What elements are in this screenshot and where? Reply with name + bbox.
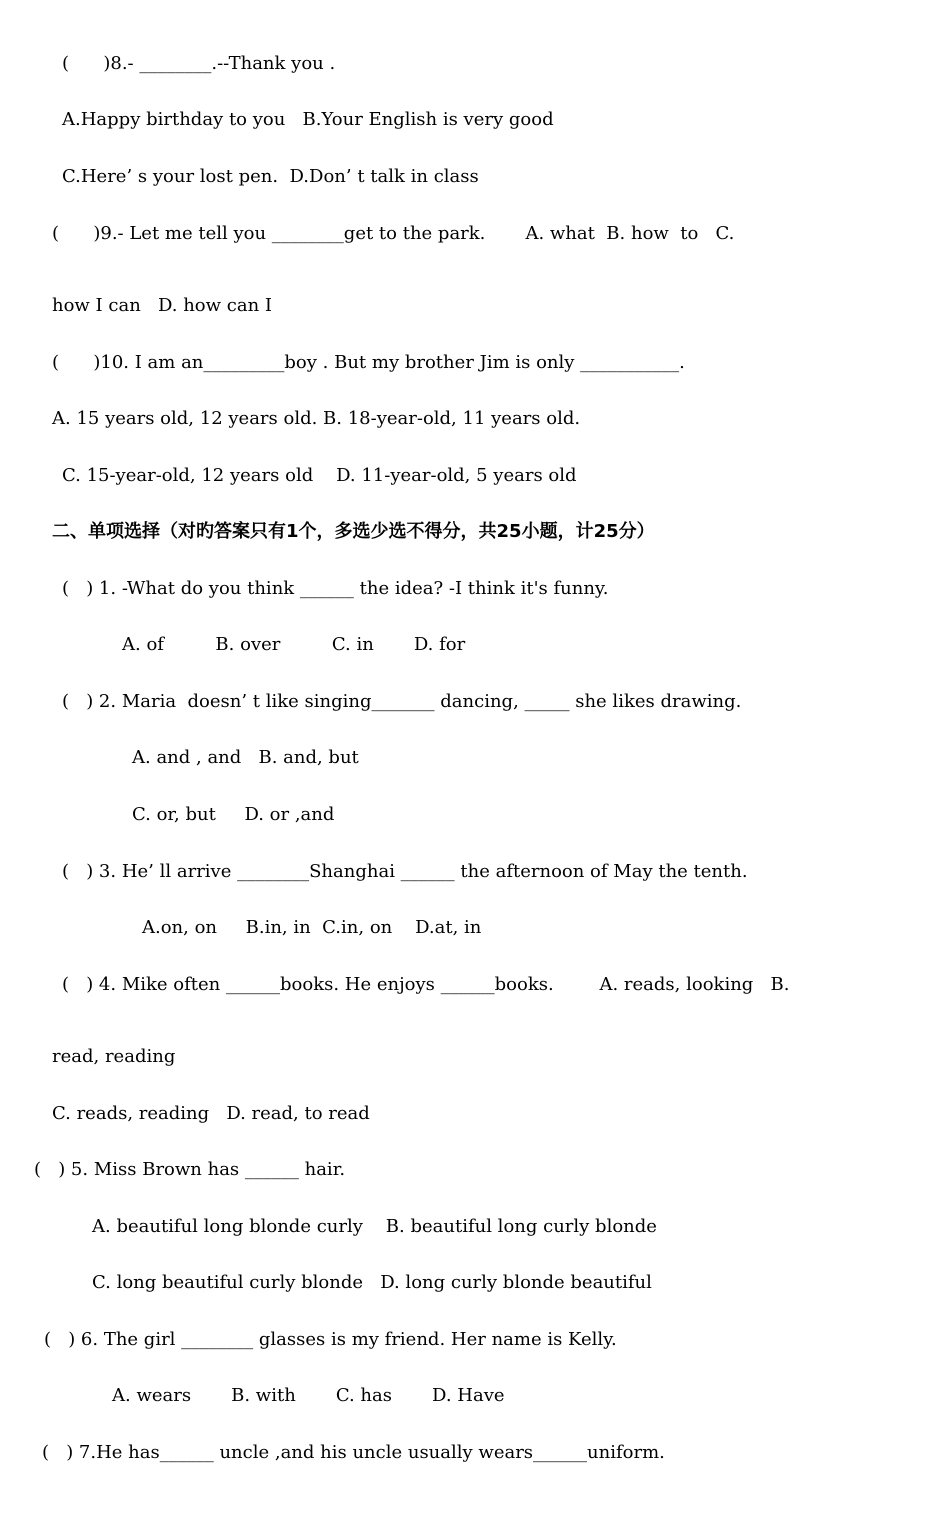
line-q10: ( )10. I am an_________boy . But my brother Jim is only ___________. — [52, 352, 685, 373]
line-s2-q5-options-cd: C. long beautiful curly blonde D. long curly blonde beautiful — [92, 1272, 652, 1293]
line-s2-q2: ( ) 2. Maria doesn’ t like singing_______ dancing, _____ she likes drawing. — [62, 691, 742, 712]
line-s2-q1: ( ) 1. -What do you think ______ the idea? -I think it's funny. — [62, 578, 609, 599]
line-s2-q5-options-ab: A. beautiful long blonde curly B. beautiful long curly blonde — [92, 1216, 657, 1237]
line-s2-q3: ( ) 3. He’ ll arrive ________Shanghai ______ the afternoon of May the tenth. — [62, 861, 748, 882]
line-q8-options-cd: C.Here’ s your lost pen. D.Don’ t talk in class — [62, 166, 479, 187]
line-q9-options-cont: how I can D. how can I — [52, 295, 272, 316]
line-s2-q2-options-cd: C. or, but D. or ,and — [132, 804, 335, 825]
line-s2-q6: ( ) 6. The girl ________ glasses is my friend. Her name is Kelly. — [44, 1329, 617, 1350]
line-s2-q1-options: A. of B. over C. in D. for — [122, 634, 466, 655]
line-s2-q5: ( ) 5. Miss Brown has ______ hair. — [34, 1159, 346, 1180]
line-s2-q3-options: A.on, on B.in, in C.in, on D.at, in — [142, 917, 482, 938]
line-s2-q4-options-cont: read, reading — [52, 1046, 176, 1067]
line-q10-options-cd: C. 15-year-old, 12 years old D. 11-year-old, 5 years old — [62, 465, 577, 486]
line-q9: ( )9.- Let me tell you ________get to the park. A. what B. how to C. — [52, 223, 735, 244]
line-s2-q6-options: A. wears B. with C. has D. Have — [112, 1385, 505, 1406]
line-s2-q4: ( ) 4. Mike often ______books. He enjoys ______books. A. reads, looking B. — [62, 974, 790, 995]
line-q8: ( )8.- ________.--Thank you . — [62, 53, 336, 74]
line-s2-q4-options-cd: C. reads, reading D. read, to read — [52, 1103, 370, 1124]
line-s2-q2-options-ab: A. and , and B. and, but — [132, 747, 359, 768]
line-q10-options-ab: A. 15 years old, 12 years old. B. 18-year-old, 11 years old. — [52, 408, 581, 429]
line-q8-options-ab: A.Happy birthday to you B.Your English is very good — [62, 109, 554, 130]
line-s2-q7: ( ) 7.He has______ uncle ,and his uncle usually wears______uniform. — [42, 1442, 665, 1463]
section-heading: 二、单项选择（对旳答案只有1个，多选少选不得分，共25小题，计25分） — [52, 521, 655, 542]
